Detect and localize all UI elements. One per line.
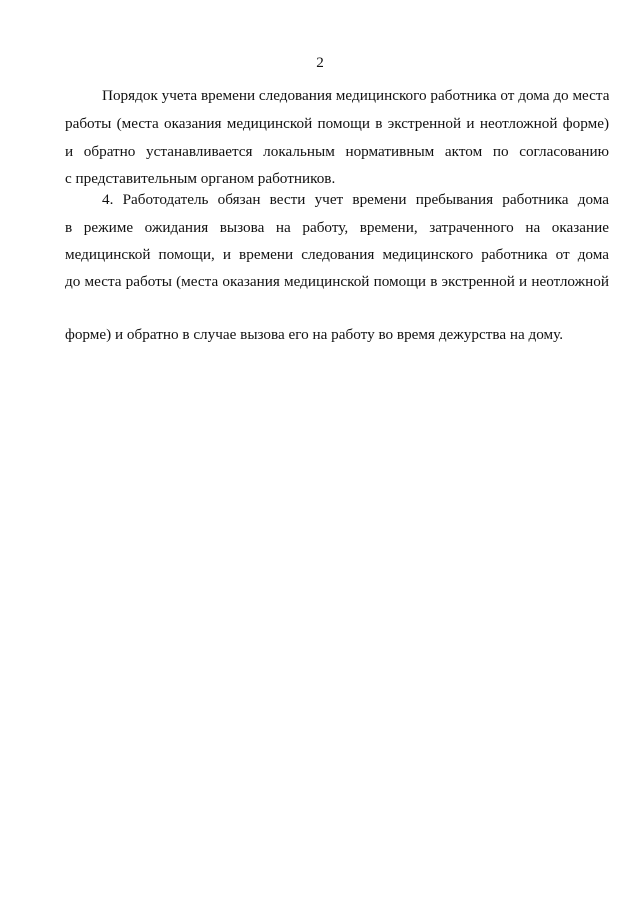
paragraph-line: с представительным органом работников.: [65, 171, 336, 187]
paragraph-line: работы (места оказания медицинской помощи в экстренной и неотложной форме): [65, 116, 609, 132]
paragraph-line: до места работы (места оказания медицинской помощи в экстренной и неотложной: [65, 274, 609, 290]
paragraph-line: 4. Работодатель обязан вести учет времени пребывания работника дома: [102, 192, 609, 208]
paragraph-line: медицинской помощи, и времени следования медицинского работника от дома: [65, 247, 609, 263]
page-number: 2: [316, 54, 324, 71]
paragraph-line: в режиме ожидания вызова на работу, времени, затраченного на оказание: [65, 220, 609, 236]
paragraph-line: форме) и обратно в случае вызова его на работу во время дежурства на дому.: [65, 327, 564, 343]
paragraph-line: и обратно устанавливается локальным нормативным актом по согласованию: [65, 144, 609, 160]
paragraph-line: Порядок учета времени следования медицинского работника от дома до места: [102, 88, 609, 104]
